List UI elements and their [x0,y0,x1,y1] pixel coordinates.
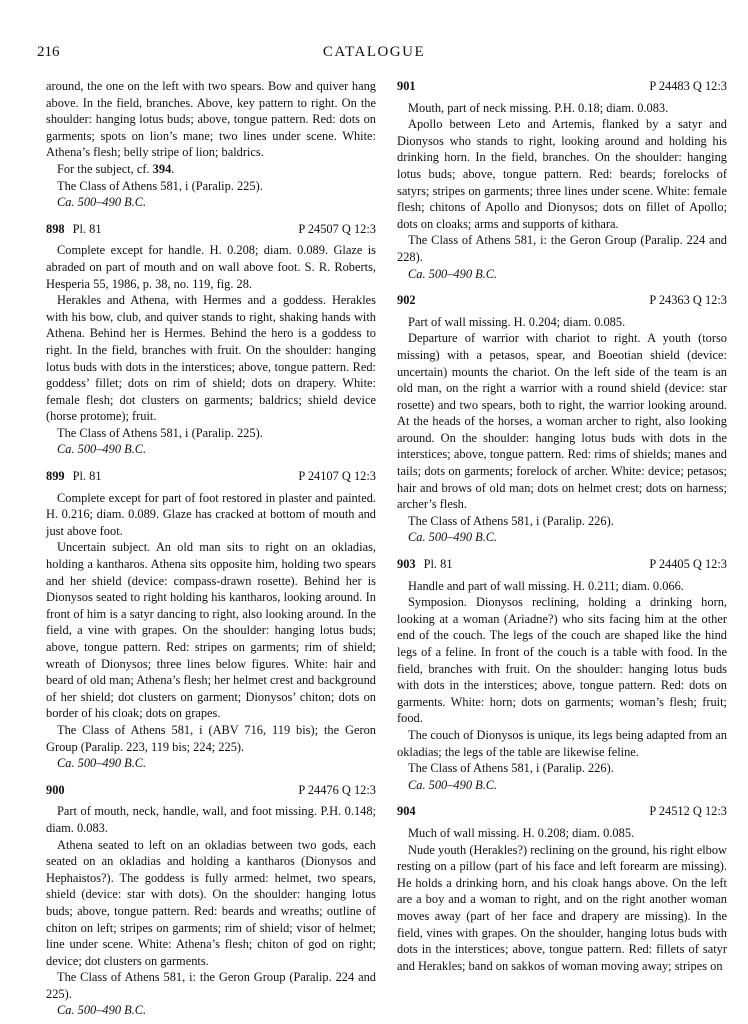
entry-number: 898 [46,221,65,236]
inventory-number: P 24363 Q 12:3 [649,293,727,308]
entry-903-condition: Handle and part of wall missing. H. 0.211; diam. 0.066. [408,578,684,593]
entry-number: 903 [397,557,416,572]
intro-description: around, the one on the left with two spears. Bow and quiver hang above. In the field, branches. Above, key pattern to right. On the shoulder: hanging lotus buds; above, tongue pattern. Red: dots on garments; spots on lion’s mane; two lines under scene. White: Athena’s flesh; belly stripe of lion; baldrics. [46,79,376,160]
plate-ref: Pl. 81 [72,469,102,484]
entry-899-condition: Complete except for part of foot restored in plaster and painted. H. 0.216; diam. 0.089. Glaze has cracked at bottom of mouth and just above foot. [46,490,376,538]
entry-899-description: Uncertain subject. An old man sits to right on an okladias, holding a kantharos. Athena sits opposite him, holding two spears and her shield (device: compass-drawn rosette). Behind her is Dionysos seated to right holding his kantharos, looking around. In front of him is a satyr dancing to right, also looking around. In the field, a vine with grapes. On the shoulder: hanging lotus buds; above, tongue pattern. Red: stripes on garments; rim of shield; wreath of Dionysos; three lines below figures. White: hair and beard of old man; Athena’s flesh; her helmet crest and background of her shield; dot clusters on garment; Dionysos’ chiton; dots on border of his cloak; dots on grapes. [46,540,376,721]
entry-902-condition: Part of wall missing. H. 0.204; diam. 0.085. [408,314,626,329]
plate-ref: Pl. 81 [423,557,453,572]
entry-904-heading [397,803,727,820]
entry-900-date: Ca. 500–490 B.C. [57,1003,147,1018]
entry-898-description: Herakles and Athena, with Hermes and a goddess. Herakles with his bow, club, and quiver stands to right, shaking hands with Athena. Behind her is Hermes. Behind the hero is a goddess to right. In the field, branches with fruit. On the shoulder: hanging lotus buds with dots in the interstices; above, tongue pattern. Red: goddess’ fillet; dots on rim of shield; dots on drapery. White: female flesh; dot clusters on garments; baldrics; shield device (horse protome); fruit. [46,293,376,424]
entry-900-condition: Part of mouth, neck, handle, wall, and foot missing. P.H. 0.148; diam. 0.083. [46,804,376,835]
inventory-number: P 24507 Q 12:3 [298,221,376,236]
entry-900-heading [46,782,376,799]
entry-number: 902 [397,293,416,308]
entry-898-heading [46,221,376,238]
entry-904-condition: Much of wall missing. H. 0.208; diam. 0.085. [408,825,635,840]
entry-898-class: The Class of Athens 581, i (Paralip. 225). [57,425,263,440]
entry-901-condition: Mouth, part of neck missing. P.H. 0.18; diam. 0.083. [408,100,669,115]
entry-903-heading [397,556,727,573]
running-head: CATALOGUE [322,44,426,60]
plate-ref: Pl. 81 [72,221,102,236]
inventory-number: P 24405 Q 12:3 [649,557,727,572]
intro-subject-note: For the subject, cf. 394. [57,161,175,176]
intro-class: The Class of Athens 581, i (Paralip. 225). [57,178,263,193]
inventory-number: P 24483 Q 12:3 [649,79,727,93]
entry-903-note: The couch of Dionysos is unique, its legs being adapted from an okladias; the legs of the table are likewise feline. [397,727,727,759]
intro-date: Ca. 500–490 B.C. [57,195,147,210]
entry-902-class: The Class of Athens 581, i (Paralip. 226). [408,513,614,528]
entry-number: 901 [397,79,416,93]
inventory-number: P 24476 Q 12:3 [298,782,376,797]
page-number: 216 [37,44,60,60]
right-column [397,78,727,974]
entry-number: 900 [46,782,65,797]
inventory-number: P 24512 Q 12:3 [649,804,727,819]
entry-number: 899 [46,469,65,484]
entry-903-class: The Class of Athens 581, i (Paralip. 226). [408,761,614,776]
entry-903-description: Symposion. Dionysos reclining, holding a drinking horn, looking at a woman (Ariadne?) who sits facing him at the other end of the couch. The legs of the couch are shaped like the hind legs of a feline. In front of the couch is a table with food. In the field, branches with fruit. On the shoulder: hanging lotus buds with dots in the interstices; above, tongue pattern. Red: dots on garments. White: horn; dots on garments; woman’s flesh; fruit; food. [397,595,727,726]
entry-900-class: The Class of Athens 581, i: the Geron Group (Paralip. 224 and 225). [46,970,376,1001]
entry-902-description: Departure of warrior with chariot to right. A youth (torso missing) with a petasos, spear, and Boeotian shield (device: uncertain) mounts the chariot. On the left side of the team is an old man, on the right a warrior with a round shield (device: star rosette) and two spears, both to right, the warrior looking around. At the heads of the horses, a woman archer to right, also looking around. On the shoulder: hanging lotus buds with dots in the interstices; above, tongue pattern. Red: rims of shields; manes and tails; dots on garments; forelock of archer. White: device; petasos; hair and brows of old man; dots on helmet crest; dots on harness; archer’s flesh. [397,331,727,512]
entry-901-date: Ca. 500–490 B.C. [408,266,498,281]
entry-899-class: The Class of Athens 581, i (ABV 716, 119 bis); the Geron Group (Paralip. 223, 119 bis; 224; 225). [46,722,376,754]
entry-903-date: Ca. 500–490 B.C. [408,777,498,792]
inventory-number: P 24107 Q 12:3 [298,469,376,484]
entry-902-heading [397,292,727,309]
entry-898-condition: Complete except for handle. H. 0.208; diam. 0.089. Glaze is abraded on part of mouth and on wall above foot. S. R. Roberts, Hesperia 55, 1986, p. 38, no. 119, fig. 28. [46,243,376,291]
entry-number: 904 [397,804,416,819]
entry-899-date: Ca. 500–490 B.C. [57,756,147,771]
entry-899-heading [46,468,376,485]
entry-900-description: Athena seated to left on an okladias between two gods, each seated on an okladias and holding a kantharos (Dionysos and Hephaistos?). The goddess is fully armed: helmet, two spears, shield (device: star with dots). On the shoulder: hanging lotus buds; above, tongue pattern. Red: beards and wreaths; outline of chiton on left; stripes on garments; rim of shield; visor of helmet; line under scene. White: Athena’s flesh; chiton of god on right; device; dot clusters on garments. [46,837,376,968]
entry-901-heading [397,78,727,95]
entry-901-description: Apollo between Leto and Artemis, flanked by a satyr and Dionysos who stands to right, looking around and holding his drinking horn. In the field, branches. On the shoulder: hanging lotus buds; above, tongue pattern. Red: beards; forelocks of satyrs; stripes on garments; three lines under scene. White: female flesh; chitons of Apollo and Dionysos; dots on fillet of Apollo; dots on cloaks; arms and supports of kithara. [397,117,727,231]
left-column [46,78,376,1019]
entry-901-class: The Class of Athens 581, i: the Geron Group (Paralip. 224 and 228). [397,233,727,264]
entry-902-date: Ca. 500–490 B.C. [408,530,498,545]
entry-898-date: Ca. 500–490 B.C. [57,442,147,457]
entry-904-description: Nude youth (Herakles?) reclining on the ground, his right elbow resting on a pillow (part of his face and left forearm are missing). He holds a drinking horn, and his cloak hangs above. On the left are a boy and a woman to right, and on the right another woman moves away (part of her face and drapery are missing). In the field, vines with grapes. On the shoulder, hanging lotus buds with dots in the interstices; above, tongue pattern. Red: fillets of satyr and Herakles; band on sakkos of woman moving away; stripes on [397,842,727,973]
